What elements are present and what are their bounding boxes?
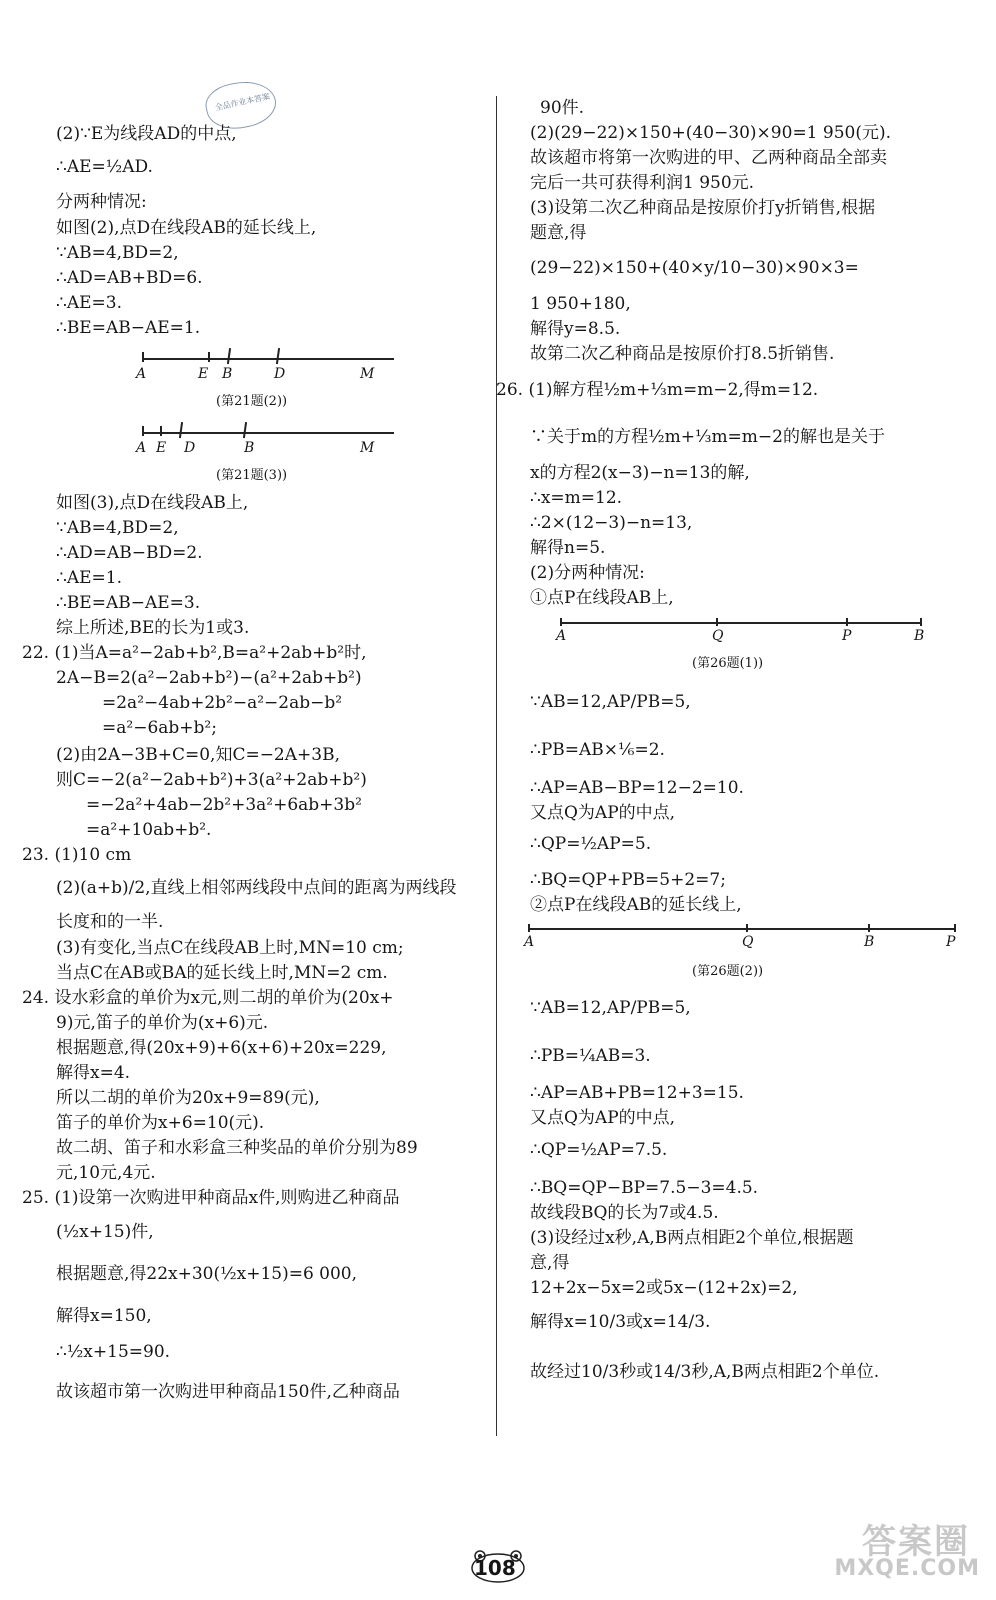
text-line: 解得y=8.5. <box>530 319 621 339</box>
text-line: ∴AP=AB−BP=12−2=10. <box>530 778 744 798</box>
point-label: E <box>198 366 209 382</box>
figure-caption: (第26题(2)) <box>692 964 764 979</box>
figure-caption: (第21题(2)) <box>216 394 288 409</box>
text-line: 分两种情况: <box>56 192 147 212</box>
watermark-cn: 答案圈 <box>862 1522 970 1562</box>
text-line: 故经过10/3秒或14/3秒,A,B两点相距2个单位. <box>530 1362 880 1382</box>
text-line: 26. (1)解方程½m+⅓m=m−2,得m=12. <box>496 380 819 400</box>
point-label: A <box>136 366 147 382</box>
text-line: ∴AD=AB−BD=2. <box>56 543 203 563</box>
text-line: ∴AE=3. <box>56 293 122 313</box>
text-line: (3)设第二次乙种商品是按原价打y折销售,根据 <box>530 198 876 218</box>
text-line: 12+2x−5x=2或5x−(12+2x)=2, <box>530 1278 798 1298</box>
text-line: 所以二胡的单价为20x+9=89(元), <box>56 1088 320 1108</box>
text-line: 2A−B=2(a²−2ab+b²)−(a²+2ab+b²) <box>56 668 362 688</box>
text-line: 9)元,笛子的单价为(x+6)元. <box>56 1013 269 1033</box>
tick-mark <box>243 422 247 438</box>
point-label: Q <box>712 628 724 644</box>
text-line: =−2a²+4ab−2b²+3a²+6ab+3b² <box>86 795 362 815</box>
text-line: (29−22)×150+(40×y/10−30)×90×3= <box>530 258 859 278</box>
point-label: A <box>524 934 535 950</box>
text-line: ∴BE=AB−AE=1. <box>56 318 201 338</box>
figure-26-2 <box>524 922 964 982</box>
point-label: B <box>222 366 233 382</box>
text-line: 当点C在AB或BA的延长线上时,MN=2 cm. <box>56 963 388 983</box>
tick-mark <box>954 924 956 932</box>
text-line: 23. (1)10 cm <box>22 845 132 865</box>
line-segment <box>142 358 394 360</box>
text-line: 意,得 <box>530 1253 570 1273</box>
text-line: x的方程2(x−3)−n=13的解, <box>530 463 750 483</box>
text-line: ∵AB=4,BD=2, <box>56 243 179 263</box>
text-line: ∴AE=½AD. <box>56 157 153 177</box>
text-line: 24. 设水彩盒的单价为x元,则二胡的单价为(20x+ <box>22 988 394 1008</box>
line-segment <box>528 928 956 930</box>
text-line: (2)分两种情况: <box>530 563 645 583</box>
text-line: 1 950+180, <box>530 294 631 314</box>
point-label: B <box>914 628 925 644</box>
point-label: Q <box>742 934 754 950</box>
text-line: =2a²−4ab+2b²−a²−2ab−b² <box>102 693 343 713</box>
tick-mark <box>179 422 183 438</box>
text-line: 综上所述,BE的长为1或3. <box>56 618 250 638</box>
watermark <box>830 1514 980 1584</box>
tick-mark <box>868 924 870 932</box>
text-line: ∵AB=4,BD=2, <box>56 518 179 538</box>
text-line: 解得x=10/3或x=14/3. <box>530 1312 711 1332</box>
text-line: =a²+10ab+b². <box>86 820 212 840</box>
text-line: (2)(a+b)/2,直线上相邻两线段中点间的距离为两线段 <box>56 878 457 898</box>
text-line: 故该超市第一次购进甲种商品150件,乙种商品 <box>56 1382 400 1402</box>
page-number-text: 108 <box>474 1556 516 1580</box>
tick-mark <box>846 618 848 626</box>
text-line: 25. (1)设第一次购进甲种商品x件,则购进乙种商品 <box>22 1188 400 1208</box>
text-line: 故第二次乙种商品是按原价打8.5折销售. <box>530 344 835 364</box>
text-line: 故线段BQ的长为7或4.5. <box>530 1203 719 1223</box>
text-line: (2)(29−22)×150+(40−30)×90=1 950(元). <box>530 123 892 143</box>
text-line: (2)由2A−3B+C=0,知C=−2A+3B, <box>56 745 340 765</box>
text-line: ①点P在线段AB上, <box>530 588 674 608</box>
text-line: ∴BE=AB−AE=3. <box>56 593 201 613</box>
text-line: (½x+15)件, <box>56 1222 154 1242</box>
tick-mark <box>716 618 718 626</box>
text-line: ∴QP=½AP=7.5. <box>530 1140 668 1160</box>
figure-21-2 <box>136 352 396 412</box>
text-line: ∴BQ=QP−BP=7.5−3=4.5. <box>530 1178 759 1198</box>
text-line: 又点Q为AP的中点, <box>530 803 676 823</box>
text-line: 题意,得 <box>530 223 587 243</box>
text-line: 故二胡、笛子和水彩盒三种奖品的单价分别为89 <box>56 1138 418 1158</box>
watermark-en: MXQE.COM <box>834 1556 980 1581</box>
point-label: M <box>360 440 375 456</box>
text-line: ∴PB=AB×⅙=2. <box>530 740 665 760</box>
figure-21-3 <box>136 426 396 486</box>
text-line: 根据题意,得(20x+9)+6(x+6)+20x=229, <box>56 1038 387 1058</box>
tick-mark <box>560 618 562 626</box>
text-line: 则C=−2(a²−2ab+b²)+3(a²+2ab+b²) <box>56 770 367 790</box>
text-line: (3)设经过x秒,A,B两点相距2个单位,根据题 <box>530 1228 854 1248</box>
text-line: ∴BQ=QP+PB=5+2=7; <box>530 870 726 890</box>
point-label: D <box>274 366 286 382</box>
point-label: A <box>556 628 567 644</box>
figure-caption: (第21题(3)) <box>216 468 288 483</box>
tick-mark <box>528 924 530 932</box>
page-number <box>466 1548 530 1584</box>
text-line: ∴x=m=12. <box>530 488 623 508</box>
tick-mark <box>276 348 280 364</box>
figure-26-1 <box>556 616 936 676</box>
tick-mark <box>208 352 210 362</box>
stamp-text: 全品作业本答案 <box>214 91 271 113</box>
tick-mark <box>746 924 748 932</box>
point-label: A <box>136 440 147 456</box>
text-line: 解得x=4. <box>56 1063 131 1083</box>
text-line: ∴2×(12−3)−n=13, <box>530 513 693 533</box>
text-line: ∵AB=12,AP/PB=5, <box>530 998 691 1018</box>
text-line: 故该超市将第一次购进的甲、乙两种商品全部卖 <box>530 148 887 168</box>
text-line: 90件. <box>540 98 585 118</box>
point-label: B <box>864 934 875 950</box>
text-line: ∴½x+15=90. <box>56 1342 171 1362</box>
text-line: 根据题意,得22x+30(½x+15)=6 000, <box>56 1264 358 1284</box>
point-label: E <box>156 440 167 456</box>
text-line: ∴AE=1. <box>56 568 122 588</box>
point-label: M <box>360 366 375 382</box>
tick-mark <box>142 352 144 362</box>
text-line: 笛子的单价为x+6=10(元). <box>56 1113 265 1133</box>
text-line: ∴QP=½AP=5. <box>530 834 652 854</box>
point-label: P <box>842 628 852 644</box>
text-line: ∴AP=AB+PB=12+3=15. <box>530 1083 744 1103</box>
figure-caption: (第26题(1)) <box>692 656 764 671</box>
text-line: 22. (1)当A=a²−2ab+b²,B=a²+2ab+b²时, <box>22 643 367 663</box>
tick-mark <box>160 426 162 436</box>
text-line: 解得n=5. <box>530 538 606 558</box>
text-line: 解得x=150, <box>56 1306 152 1326</box>
text-line: 又点Q为AP的中点, <box>530 1108 676 1128</box>
point-label: B <box>244 440 255 456</box>
tick-mark <box>142 426 144 436</box>
text-line: ②点P在线段AB的延长线上, <box>530 895 742 915</box>
text-line: 如图(2),点D在线段AB的延长线上, <box>56 218 317 238</box>
text-line: 元,10元,4元. <box>56 1163 156 1183</box>
text-line: ∵关于m的方程½m+⅓m=m−2的解也是关于 <box>530 427 885 447</box>
text-line: 完后一共可获得利润1 950元. <box>530 173 755 193</box>
line-segment <box>560 622 922 624</box>
tick-mark <box>920 618 922 626</box>
text-line: (2)∵E为线段AD的中点, <box>56 124 237 144</box>
point-label: P <box>946 934 956 950</box>
text-line: ∴PB=¼AB=3. <box>530 1046 651 1066</box>
text-line: 长度和的一半. <box>56 912 164 932</box>
column-divider <box>496 96 497 1436</box>
text-line: ∵AB=12,AP/PB=5, <box>530 692 691 712</box>
text-line: (3)有变化,当点C在线段AB上时,MN=10 cm; <box>56 938 404 958</box>
tick-mark <box>227 348 231 364</box>
text-line: 如图(3),点D在线段AB上, <box>56 493 249 513</box>
text-line: ∴AD=AB+BD=6. <box>56 268 203 288</box>
point-label: D <box>184 440 196 456</box>
text-line: =a²−6ab+b²; <box>102 718 217 738</box>
